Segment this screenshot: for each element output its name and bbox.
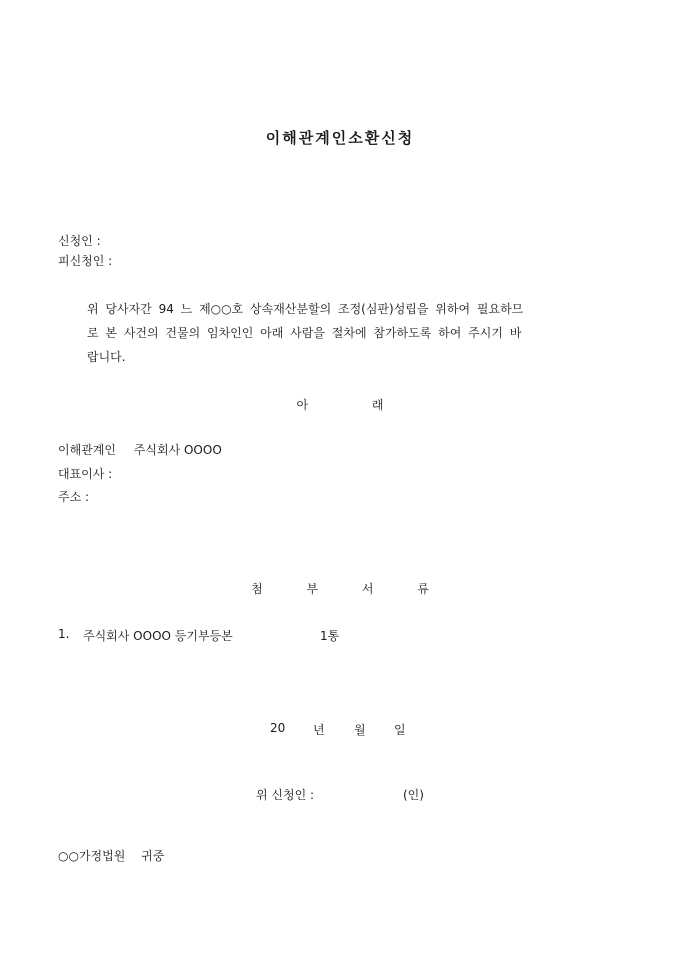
body-line-3: 랍니다. bbox=[87, 350, 126, 364]
applicant-label: 신청인 : bbox=[58, 234, 101, 248]
attachment-item: 주식회사 OOOO 등기부등본 bbox=[83, 629, 233, 643]
court-suffix: 귀중 bbox=[141, 849, 165, 863]
interested-party-name: 주식회사 OOOO bbox=[133, 443, 222, 457]
attachments-heading bbox=[0, 580, 680, 597]
date-year-unit: 년 bbox=[313, 723, 325, 737]
date-month-unit: 월 bbox=[354, 723, 366, 737]
date-day-unit: 일 bbox=[394, 723, 406, 737]
below-heading bbox=[0, 396, 680, 413]
court-name: ○○가정법원 bbox=[58, 849, 126, 863]
address-label: 주소 : bbox=[58, 490, 90, 504]
seal-mark: (인) bbox=[403, 788, 424, 802]
signature-label: 위 신청인 : bbox=[256, 788, 315, 802]
respondent-label: 피신청인 : bbox=[58, 254, 113, 268]
court-line bbox=[58, 847, 164, 864]
body-line-2: 로 본 사건의 건물의 임차인인 아래 사람을 절차에 참가하도록 하여 주시기 바 bbox=[87, 326, 522, 340]
attachment-count: 1통 bbox=[320, 629, 340, 643]
attachments-heading-text: 첨 부 서 류 bbox=[251, 582, 449, 596]
document-title: 이해관계인소환신청 bbox=[265, 129, 415, 147]
interested-party-line bbox=[58, 441, 222, 458]
attachment-number: 1. bbox=[58, 627, 70, 641]
below-heading-text: 아 래 bbox=[296, 398, 414, 412]
interested-party-label: 이해관계인 bbox=[58, 443, 116, 457]
body-line-1: 위 당사자간 94 느 제○○호 상속재산분할의 조정(심판)성립을 위하여 필요하므 bbox=[87, 302, 524, 316]
date-year: 20 bbox=[270, 721, 286, 735]
representative-label: 대표이사 : bbox=[58, 467, 113, 481]
